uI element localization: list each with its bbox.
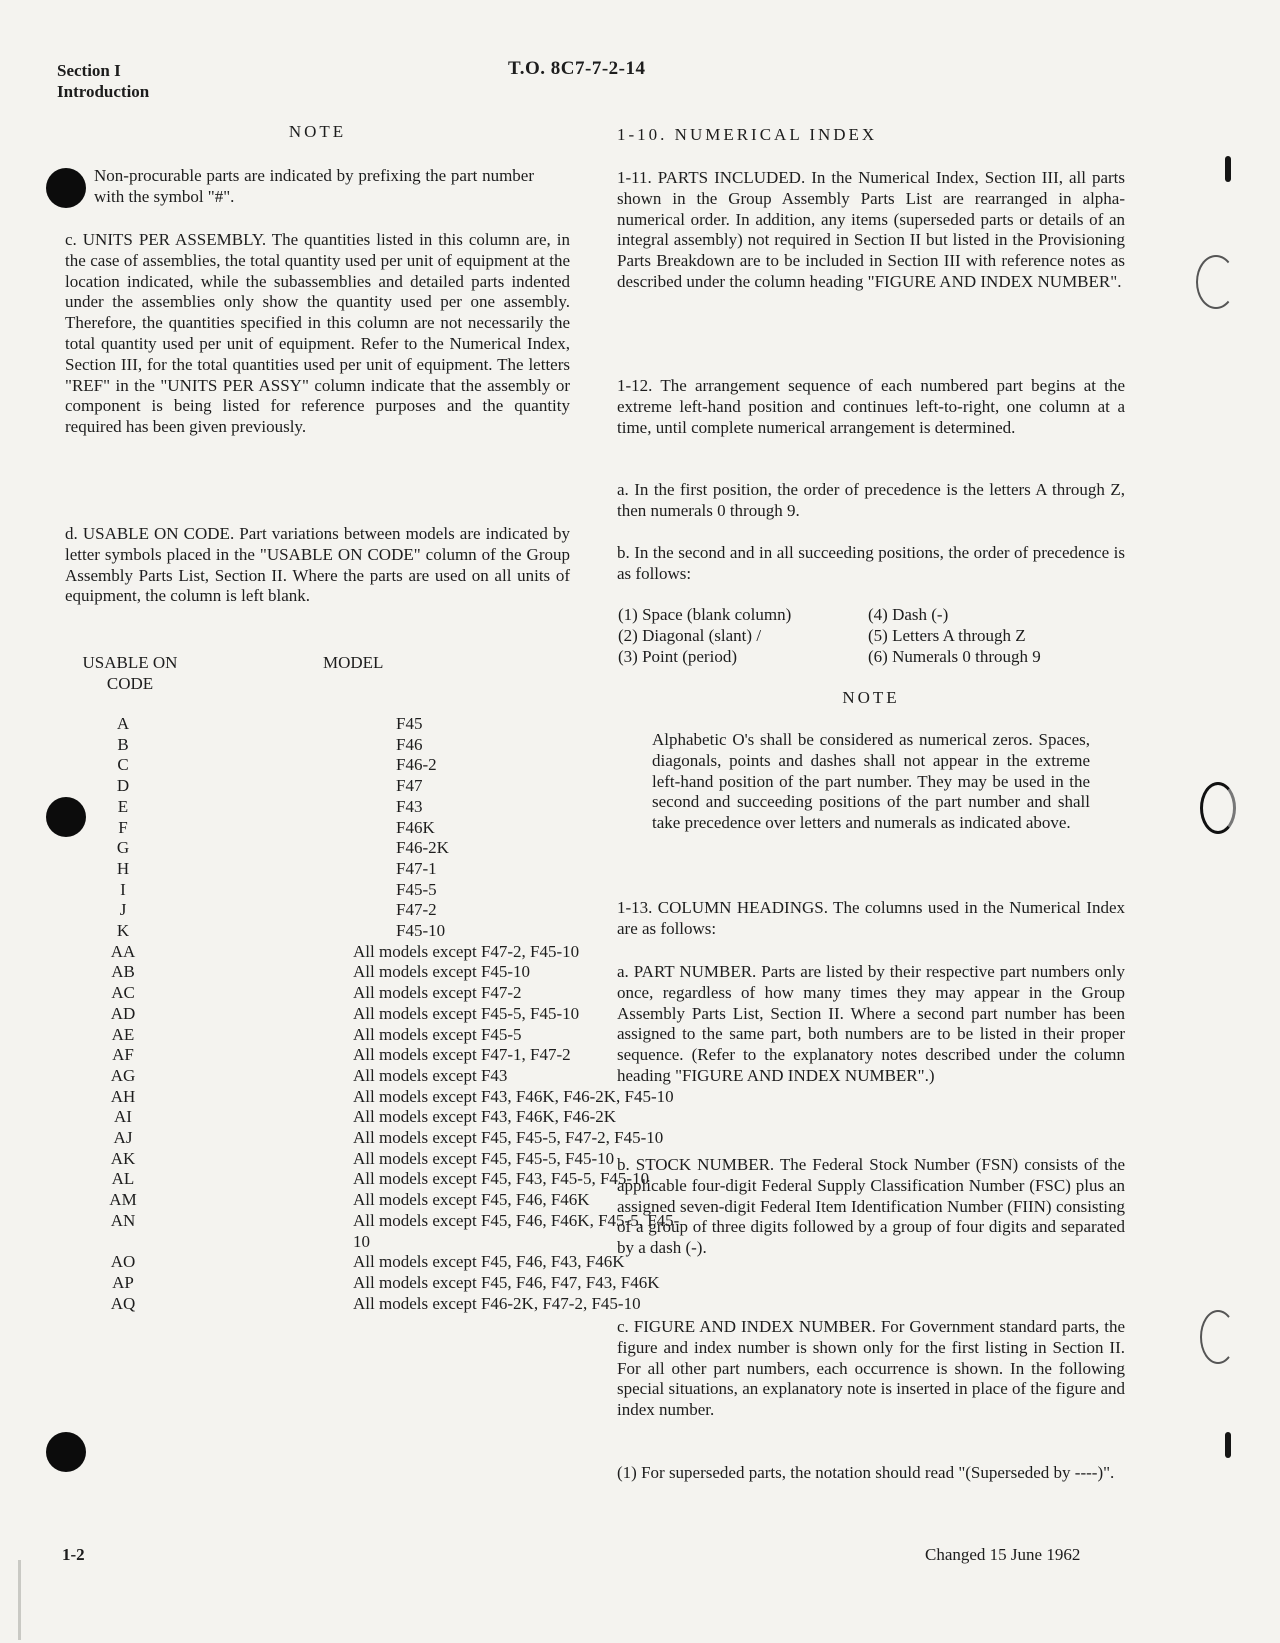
figure-index-paragraph: c. FIGURE AND INDEX NUMBER. For Government standard parts, the figure and index number is shown only for the first listing in Section II. For all other part numbers, each occurrence is shown. In the following special situations, an explanatory note is inserted in place of the figure and index number. xyxy=(617,1317,1125,1420)
scan-edge xyxy=(18,1560,21,1640)
usable-code: B xyxy=(117,734,129,754)
precedence-list xyxy=(618,605,1088,667)
table-row xyxy=(65,1169,650,1190)
usable-code: D xyxy=(116,776,130,796)
table-row xyxy=(65,1066,575,1087)
scan-mark-icon xyxy=(1225,156,1231,182)
table-row xyxy=(65,1003,580,1025)
model-cell: F45-5 xyxy=(396,879,437,899)
usable-code: AP xyxy=(112,1272,134,1292)
scan-mark-icon xyxy=(1225,1432,1231,1458)
paragraph-b: b. In the second and in all succeeding positions, the order of precedence is as follows: xyxy=(617,543,1125,583)
stock-number-paragraph: b. STOCK NUMBER. The Federal Stock Number (FSN) consists of the applicable four-digit Federal Supply Classification Number (FSC) plus an assigned seven-digit Federal Item Identification Number (FIIN) consisting of a group of three digits followed by a group of four digits and separated by a dash (-). xyxy=(617,1155,1125,1258)
usable-code: AO xyxy=(110,1252,136,1272)
usable-code: AB xyxy=(111,962,135,982)
model-cell: All models except F43, F46K, F46-2K xyxy=(353,1107,617,1127)
model-cell: All models except F45-10 xyxy=(353,962,531,982)
table-row xyxy=(65,983,575,1004)
model-cell: All models except F45, F43, F45-5, F45-10 xyxy=(353,1169,650,1189)
paragraph-a: a. In the first position, the order of precedence is the letters A through Z, then numerals 0 through 9. xyxy=(617,480,1125,520)
binder-hole-icon xyxy=(46,168,86,208)
model-cell: F47-2 xyxy=(396,900,437,920)
model-cell: All models except F45, F46, F46K xyxy=(353,1190,590,1210)
usable-code: AA xyxy=(110,941,136,961)
table-row xyxy=(65,838,575,859)
table-row xyxy=(65,1107,617,1128)
document-number: T.O. 8C7-7-2-14 xyxy=(508,58,646,79)
table-row xyxy=(65,1045,575,1066)
model-cell: All models except F47-1, F47-2 xyxy=(353,1045,571,1065)
section-subtitle: Introduction xyxy=(57,82,150,101)
usable-code: J xyxy=(119,900,127,920)
usable-code: C xyxy=(117,755,129,775)
usable-code: AJ xyxy=(113,1128,133,1148)
paragraph-1-13: 1-13. COLUMN HEADINGS. The columns used in the Numerical Index are as follows: xyxy=(617,898,1125,938)
model-heading: MODEL xyxy=(323,653,384,672)
model-cell: All models except F47-2, F45-10 xyxy=(353,941,580,961)
ring-mark-icon xyxy=(1200,1310,1236,1364)
table-row xyxy=(65,1086,674,1108)
units-per-assembly-paragraph: c. UNITS PER ASSEMBLY. The quantities listed in this column are, in the case of assemblies, the total quantity used per unit of equipment at the location indicated, while the subassemblies and detailed parts indented under the assemblies only show the quantity used per one assembly. Therefore, the quantities specified in this column are not necessarily the total quantity used per unit of equipment. Refer to the Numerical Index, Section III, for the total quantities used per unit of equipment. The letters "REF" in the "UNITS PER ASSY" column indicate that the assembly or component is being listed for reference purposes and the quantity required has been given previously. xyxy=(65,230,570,437)
note-text: Non-procurable parts are indicated by prefixing the part number with the symbol "#". xyxy=(94,166,534,206)
model-cell: F43 xyxy=(396,796,423,816)
model-cell: All models except F45, F46, F47, F43, F46K xyxy=(353,1272,660,1292)
changed-date: Changed 15 June 1962 xyxy=(925,1545,1081,1564)
usable-on-code-table xyxy=(65,714,680,1314)
table-row xyxy=(65,714,575,735)
numerical-index-title: 1-10. NUMERICAL INDEX xyxy=(617,125,878,144)
usable-code: AE xyxy=(111,1024,135,1044)
usable-code: K xyxy=(116,921,130,941)
usable-code: AL xyxy=(111,1169,135,1189)
model-cell: F47-1 xyxy=(396,858,437,878)
usable-code: AF xyxy=(112,1045,134,1065)
precedence-row: (3) Point (period) (6) Numerals 0 through 9 xyxy=(618,646,1041,666)
usable-code: G xyxy=(116,838,130,858)
model-cell: All models except F43, F46K, F46-2K, F45-10 xyxy=(353,1086,674,1106)
table-row xyxy=(65,1293,641,1315)
usable-on-code-heading: USABLE ON CODE xyxy=(82,653,178,693)
table-row xyxy=(65,859,575,880)
usable-code: AD xyxy=(110,1003,136,1023)
table-row xyxy=(65,941,580,963)
table-row xyxy=(65,1210,680,1252)
model-cell: All models except F43 xyxy=(353,1065,508,1085)
model-cell: F46 xyxy=(396,734,423,754)
table-row xyxy=(65,735,575,756)
table-row xyxy=(65,1148,615,1170)
model-cell: F46-2K xyxy=(396,838,449,858)
model-cell: All models except F45, F46, F43, F46K xyxy=(353,1252,625,1272)
table-row xyxy=(65,1272,660,1294)
model-cell: All models except F47-2 xyxy=(353,983,522,1003)
page-number: 1-2 xyxy=(62,1545,85,1564)
precedence-row: (2) Diagonal (slant) / (5) Letters A through Z xyxy=(618,625,1026,645)
part-number-paragraph: a. PART NUMBER. Parts are listed by their respective part numbers only once, regardless of how many times they may appear in the Group Assembly Parts List, Section II. Where a second part number has been assigned to the same part, both numbers are to be listed in their proper sequence. (Refer to the explanatory notes described under the column heading "FIGURE AND INDEX NUMBER".) xyxy=(617,962,1125,1085)
table-row xyxy=(65,797,575,818)
model-cell: All models except F45, F46, F46K, F45-5, F45-10 xyxy=(353,1210,680,1251)
binder-hole-icon xyxy=(46,1432,86,1472)
model-cell: F45-10 xyxy=(396,921,446,941)
note-title: NOTE xyxy=(288,122,347,141)
usable-code: AQ xyxy=(110,1293,136,1313)
usable-code: AC xyxy=(111,983,135,1003)
usable-code: AG xyxy=(110,1065,136,1085)
usable-code: AM xyxy=(109,1190,137,1210)
usable-code: E xyxy=(117,796,129,816)
model-cell: F45 xyxy=(396,714,423,733)
model-cell: All models except F46-2K, F47-2, F45-10 xyxy=(353,1293,641,1313)
ring-mark-icon xyxy=(1196,255,1236,309)
paragraph-1-12: 1-12. The arrangement sequence of each numbered part begins at the extreme left-hand position and continues left-to-right, one column at a time, until complete numerical arrangement is determined. xyxy=(617,376,1125,437)
usable-code: AI xyxy=(114,1107,132,1127)
table-row xyxy=(65,1252,625,1273)
superseded-paragraph: (1) For superseded parts, the notation should read "(Superseded by ----)". xyxy=(617,1463,1115,1482)
paragraph-1-11: 1-11. PARTS INCLUDED. In the Numerical Index, Section III, all parts shown in the Group Assembly Parts List are rearranged in alpha-numerical order. In addition, any items (superseded parts or details of an integral assembly) not required in Section II but listed in the Provisioning Parts Breakdown are to be included in Section III with reference notes as described under the column heading "FIGURE AND INDEX NUMBER". xyxy=(617,168,1125,291)
left-column xyxy=(65,122,570,143)
table-row xyxy=(65,880,575,901)
usable-code: H xyxy=(116,858,130,878)
usable-code: F xyxy=(118,817,128,837)
precedence-row: (1) Space (blank column) (4) Dash (-) xyxy=(618,605,949,624)
ring-mark-icon xyxy=(1200,782,1236,834)
table-row xyxy=(65,921,575,942)
usable-code: AN xyxy=(110,1210,136,1230)
table-row xyxy=(65,1190,590,1211)
section-header xyxy=(57,60,149,102)
model-cell: All models except F45-5 xyxy=(353,1024,522,1044)
table-row xyxy=(65,776,575,797)
usable-code: AH xyxy=(110,1086,136,1106)
model-cell: All models except F45, F45-5, F45-10 xyxy=(353,1148,615,1168)
model-cell: F47 xyxy=(396,776,423,796)
usable-code: AK xyxy=(110,1148,136,1168)
model-cell: F46-2 xyxy=(396,755,437,775)
table-row xyxy=(65,1128,664,1149)
model-cell: F46K xyxy=(396,817,435,837)
table-row xyxy=(65,900,575,921)
section-label: Section I xyxy=(57,61,121,80)
binder-hole-icon xyxy=(46,797,86,837)
table-row xyxy=(65,1025,575,1046)
table-row xyxy=(65,962,575,983)
model-cell: All models except F45, F45-5, F47-2, F45-10 xyxy=(353,1128,664,1148)
model-cell: All models except F45-5, F45-10 xyxy=(353,1003,580,1023)
right-note-title: NOTE xyxy=(842,688,900,707)
table-row xyxy=(65,755,575,776)
usable-on-code-paragraph: d. USABLE ON CODE. Part variations between models are indicated by letter symbols placed in the "USABLE ON CODE" column of the Group Assembly Parts List, Section II. Where the parts are used on all units of equipment, the column is left blank. xyxy=(65,524,570,606)
usable-code: I xyxy=(120,879,126,899)
right-note-text: Alphabetic O's shall be considered as numerical zeros. Spaces, diagonals, points and dashes shall not appear in the extreme left-hand position of the part number. They may be used in the second and succeeding positions of the part number and shall take precedence over letters and numerals as indicated above. xyxy=(652,730,1090,833)
table-row xyxy=(65,818,575,839)
usable-code: A xyxy=(116,714,130,733)
